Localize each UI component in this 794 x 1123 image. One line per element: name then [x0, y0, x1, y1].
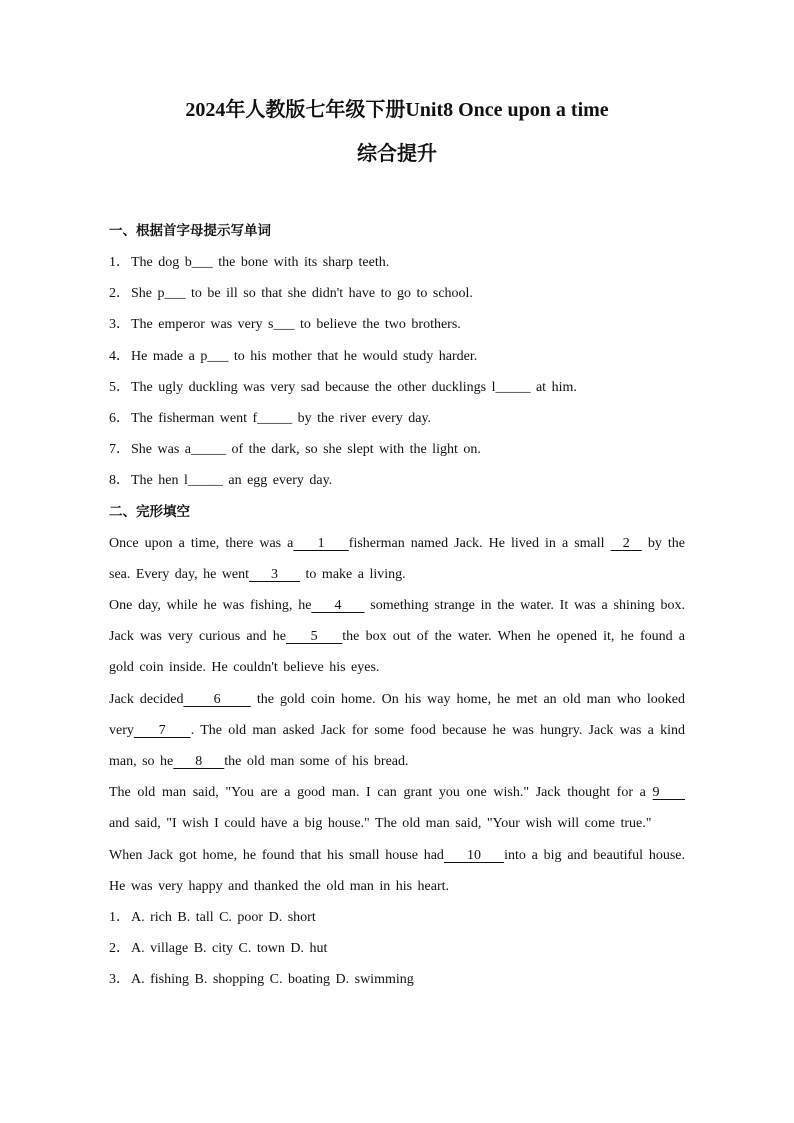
question-number: 2． [109, 286, 130, 302]
question-item [109, 341, 685, 372]
passage-text: and said, "I wish I could have a big house." The old man said, "Your wish will come true." [109, 816, 652, 832]
passage-text: fisherman named Jack. He lived in a small [348, 535, 611, 551]
question-text: He made a p___ to his mother that he would study harder. [131, 348, 478, 364]
cloze-blank: 3 [249, 566, 301, 582]
cloze-blank: 10 [443, 847, 505, 863]
passage-text: the box out of the water. When he opened it, he found a gold coin inside. He couldn't believe his eyes. [109, 629, 686, 676]
option-text: A. rich B. tall C. poor D. short [131, 909, 316, 925]
question-text: The ugly duckling was very sad because the other ducklings l_____ at him. [131, 379, 577, 395]
cloze-paragraph [109, 528, 685, 590]
cloze-paragraph [109, 840, 685, 902]
option-text: A. fishing B. shopping C. boating D. swimming [131, 972, 414, 988]
document-subtitle: 综合提升 [357, 143, 437, 165]
passage-text: . The old man asked Jack for some food because he was hungry. Jack was a kind man, so he [109, 722, 686, 769]
question-item [109, 434, 685, 465]
option-row [109, 933, 685, 964]
passage-text: Once upon a time, there was a [109, 535, 294, 551]
cloze-blank: 1 [293, 535, 349, 551]
question-number: 7． [109, 442, 130, 458]
document-title: 2024年人教版七年级下册Unit8 Once upon a time [185, 99, 609, 121]
cloze-blank: 4 [311, 597, 365, 613]
question-text: The fisherman went f_____ by the river every day. [131, 410, 432, 426]
option-row [109, 964, 685, 995]
cloze-blank: 7 [133, 722, 191, 738]
passage-text: to make a living. [300, 566, 406, 582]
cloze-blank: 5 [285, 629, 343, 645]
document-body [109, 216, 685, 996]
passage-text: Jack decided [109, 691, 184, 707]
option-number: 2． [109, 941, 130, 957]
question-number: 3． [109, 317, 130, 333]
question-text: The hen l_____ an egg every day. [131, 473, 333, 489]
passage-text: the gold coin home. On his way home, he met an old man who looked very [109, 691, 685, 738]
cloze-paragraph [109, 777, 685, 839]
passage-text: into a big and beautiful house. He was very happy and thanked the old man in his heart. [109, 847, 686, 894]
question-item [109, 278, 685, 309]
question-text: She was a_____ of the dark, so she slept with the light on. [131, 442, 481, 458]
question-item [109, 465, 685, 496]
question-item [109, 372, 685, 403]
question-text: The emperor was very s___ to believe the two brothers. [131, 317, 461, 333]
question-text: She p___ to be ill so that she didn't have to go to school. [131, 286, 473, 302]
option-number: 1． [109, 909, 130, 925]
question-number: 4． [109, 348, 130, 364]
passage-text: One day, while he was fishing, he [109, 597, 312, 613]
question-number: 8． [109, 473, 130, 489]
question-item [109, 309, 685, 340]
question-item [109, 247, 685, 278]
question-number: 1． [109, 255, 130, 270]
cloze-paragraph [109, 684, 685, 778]
passage-text: something strange in the water. It was a shining box. Jack was very curious and he [109, 597, 685, 645]
section-heading-word-spelling: 一、根据首字母提示写单词 [109, 223, 271, 239]
cloze-blank: 2 [610, 535, 642, 551]
cloze-passage [109, 528, 685, 902]
cloze-blank: 8 [173, 753, 225, 769]
passage-text: by the sea. Every day, he went [109, 535, 685, 582]
passage-text: the old man some of his bread. [224, 753, 409, 769]
cloze-options [109, 902, 685, 996]
word-spelling-questions [109, 247, 685, 497]
option-row [109, 902, 685, 933]
question-number: 6． [109, 410, 130, 426]
question-item [109, 403, 685, 434]
section-heading-cloze: 二、完形填空 [109, 503, 190, 520]
passage-text: The old man said, "You are a good man. I can grant you one wish." Jack thought for a [109, 785, 653, 801]
option-text: A. village B. city C. town D. hut [131, 941, 328, 957]
passage-text: When Jack got home, he found that his small house had [109, 847, 444, 863]
question-text: The dog b___ the bone with its sharp teeth. [131, 255, 390, 270]
cloze-blank: 6 [183, 691, 251, 707]
option-number: 3． [109, 972, 130, 988]
cloze-paragraph [109, 590, 685, 684]
question-number: 5． [109, 379, 130, 395]
cloze-blank: 9 [652, 785, 685, 801]
